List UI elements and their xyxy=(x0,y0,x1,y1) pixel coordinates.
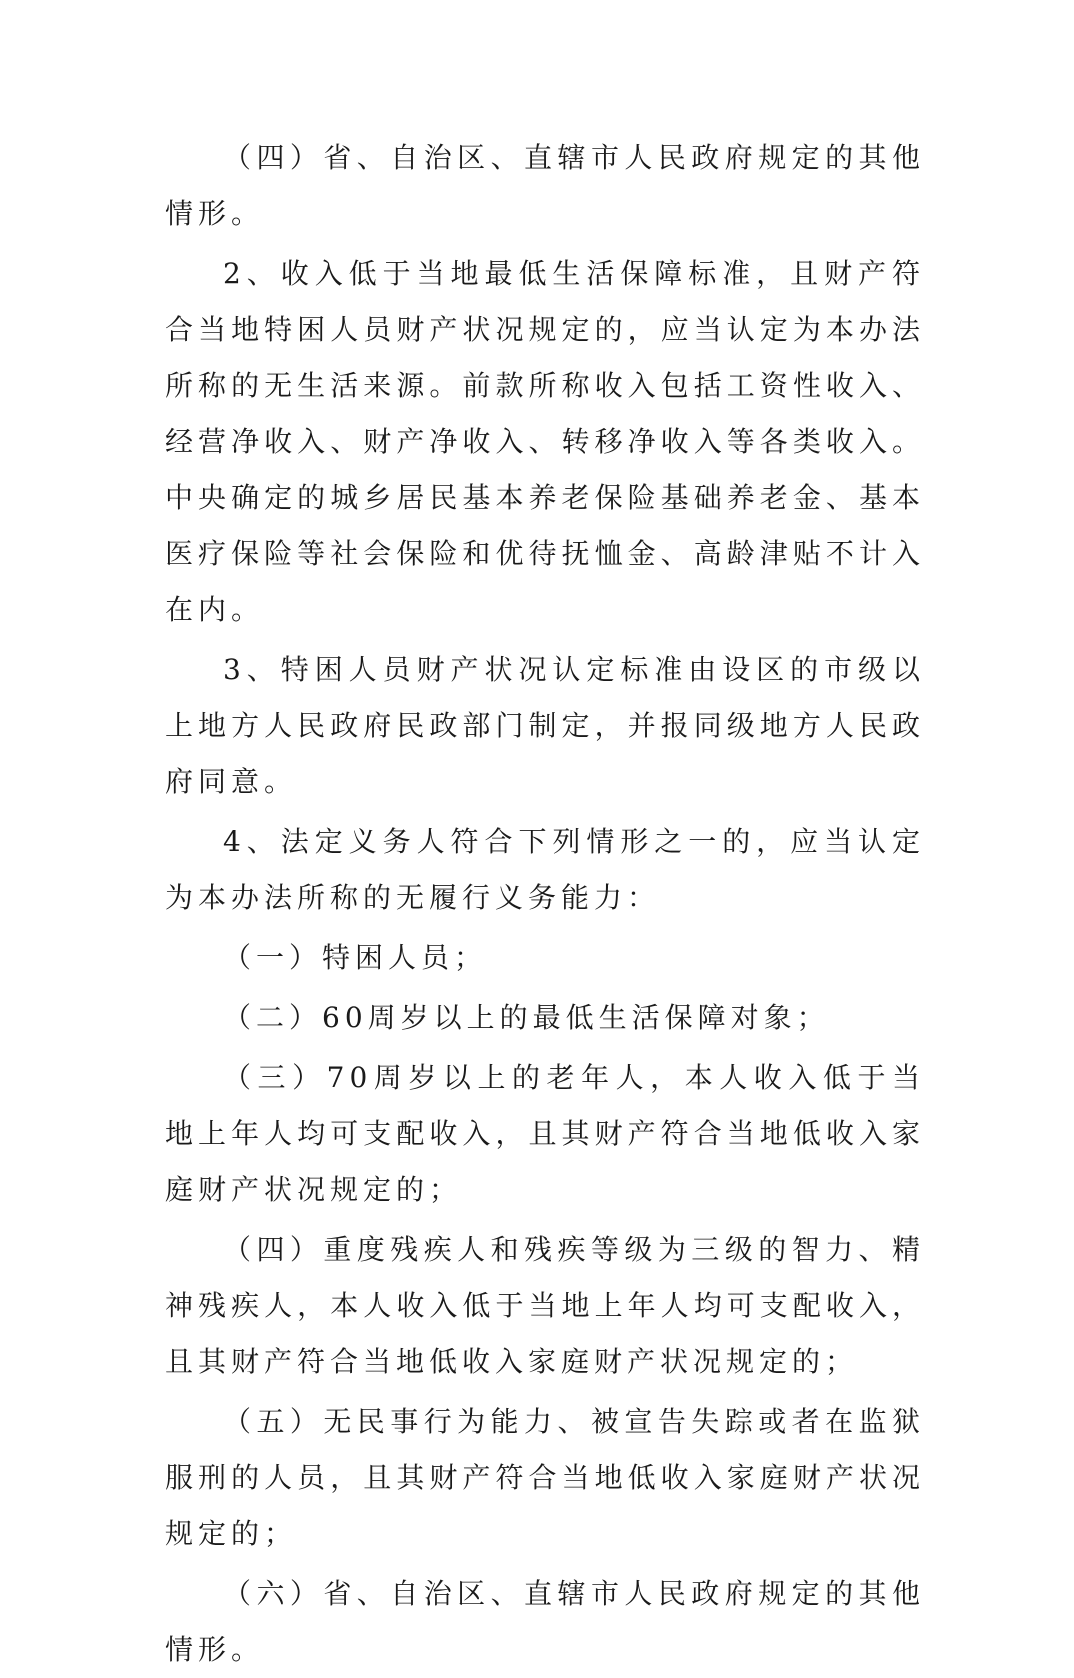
paragraph-clause-4-obligor: 4、法定义务人符合下列情形之一的，应当认定为本办法所称的无履行义务能力： xyxy=(165,825,925,914)
list-item-2: （二）60周岁以上的最低生活保障对象； xyxy=(223,1001,830,1034)
paragraph-item-4-other: （四）省、自治区、直辖市人民政府规定的其他情形。 xyxy=(165,141,925,230)
list-item-1: （一）特困人员； xyxy=(223,941,488,974)
list-item-6: （六）省、自治区、直辖市人民政府规定的其他情形。 xyxy=(165,1577,925,1666)
paragraph-clause-3-property-standard: 3、特困人员财产状况认定标准由设区的市级以上地方人民政府民政部门制定，并报同级地方人民政府同意。 xyxy=(165,653,925,798)
paragraph-clause-2-income: 2、收入低于当地最低生活保障标准，且财产符合当地特困人员财产状况规定的，应当认定为本办法所称的无生活来源。前款所称收入包括工资性收入、经营净收入、财产净收入、转移净收入等各类收入。中央确定的城乡居民基本养老保险基础养老金、基本医疗保险等社会保险和优待抚恤金、高龄津贴不计入在内。 xyxy=(165,257,925,626)
document-body xyxy=(165,130,925,1678)
list-item-4: （四）重度残疾人和残疾等级为三级的智力、精神残疾人，本人收入低于当地上年人均可支配收入，且其财产符合当地低收入家庭财产状况规定的； xyxy=(165,1233,925,1378)
list-item-5: （五）无民事行为能力、被宣告失踪或者在监狱服刑的人员，且其财产符合当地低收入家庭财产状况规定的； xyxy=(165,1405,925,1550)
list-item-3: （三）70周岁以上的老年人，本人收入低于当地上年人均可支配收入，且其财产符合当地低收入家庭财产状况规定的； xyxy=(165,1061,925,1206)
